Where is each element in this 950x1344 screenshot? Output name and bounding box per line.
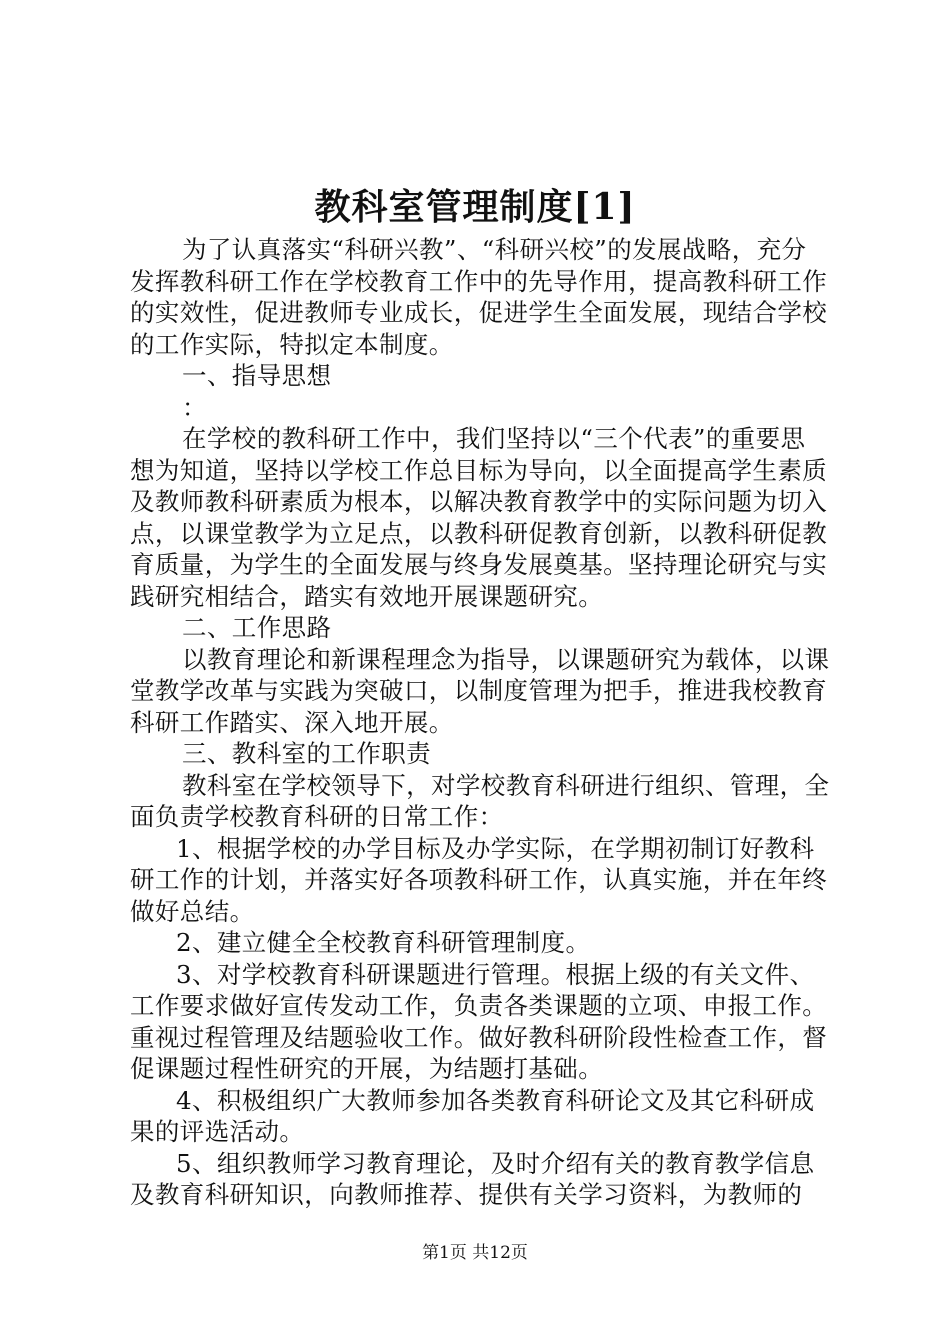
document-body xyxy=(130,234,830,1211)
list-item-duty-5: 5、组织教师学习教育理论，及时介绍有关的教育教学信息及教育科研知识，向教师推荐、提供有关学习资料，为教师的 xyxy=(130,1148,815,1209)
heading-work-approach: 二、工作思路 xyxy=(182,613,332,642)
list-item-duty-2: 2、建立健全全校教育科研管理制度。 xyxy=(176,928,591,957)
list-item-duty-1: 1、根据学校的办学目标及办学实际，在学期初制订好教科研工作的计划，并落实好各项教科研工作，认真实施，并在年终做好总结。 xyxy=(130,833,828,926)
paragraph-duties-intro: 教科室在学校领导下，对学校教育科研进行组织、管理，全面负责学校教育科研的日常工作： xyxy=(130,770,830,831)
paragraph-colon: ： xyxy=(182,392,207,422)
paragraph-intro: 为了认真落实“科研兴教”、“科研兴校”的发展战略，充分发挥教科研工作在学校教育工作中的先导作用，提高教科研工作的实效性，促进教师专业成长，促进学生全面发展，现结合学校的工作实际，特拟定本制度。 xyxy=(130,235,828,359)
heading-guiding-ideology: 一、指导思想 xyxy=(182,361,332,390)
paragraph-work-approach: 以教育理论和新课程理念为指导，以课题研究为载体，以课堂教学改革与实践为突破口，以制度管理为把手，推进我校教育科研工作踏实、深入地开展。 xyxy=(130,644,830,737)
list-item-duty-3: 3、对学校教育科研课题进行管理。根据上级的有关文件、工作要求做好宣传发动工作，负责各类课题的立项、申报工作。重视过程管理及结题验收工作。做好教科研阶段性检查工作，督促课题过程性研究的开展，为结题打基础。 xyxy=(130,959,828,1083)
document-title: 教科室管理制度[1] xyxy=(314,186,636,228)
page-number-footer: 第1页 共12页 xyxy=(422,1243,528,1263)
heading-duties: 三、教科室的工作职责 xyxy=(182,739,431,768)
paragraph-guiding-ideology: 在学校的教科研工作中，我们坚持以“三个代表”的重要思想为知道，坚持以学校工作总目标为导向，以全面提高学生素质及教师教科研素质为根本，以解决教育教学中的实际问题为切入点，以课堂教学为立足点，以教科研促教育创新，以教科研促教育质量，为学生的全面发展与终身发展奠基。坚持理论研究与实践研究相结合，踏实有效地开展课题研究。 xyxy=(130,424,828,611)
list-item-duty-4: 4、积极组织广大教师参加各类教育科研论文及其它科研成果的评选活动。 xyxy=(130,1085,815,1146)
